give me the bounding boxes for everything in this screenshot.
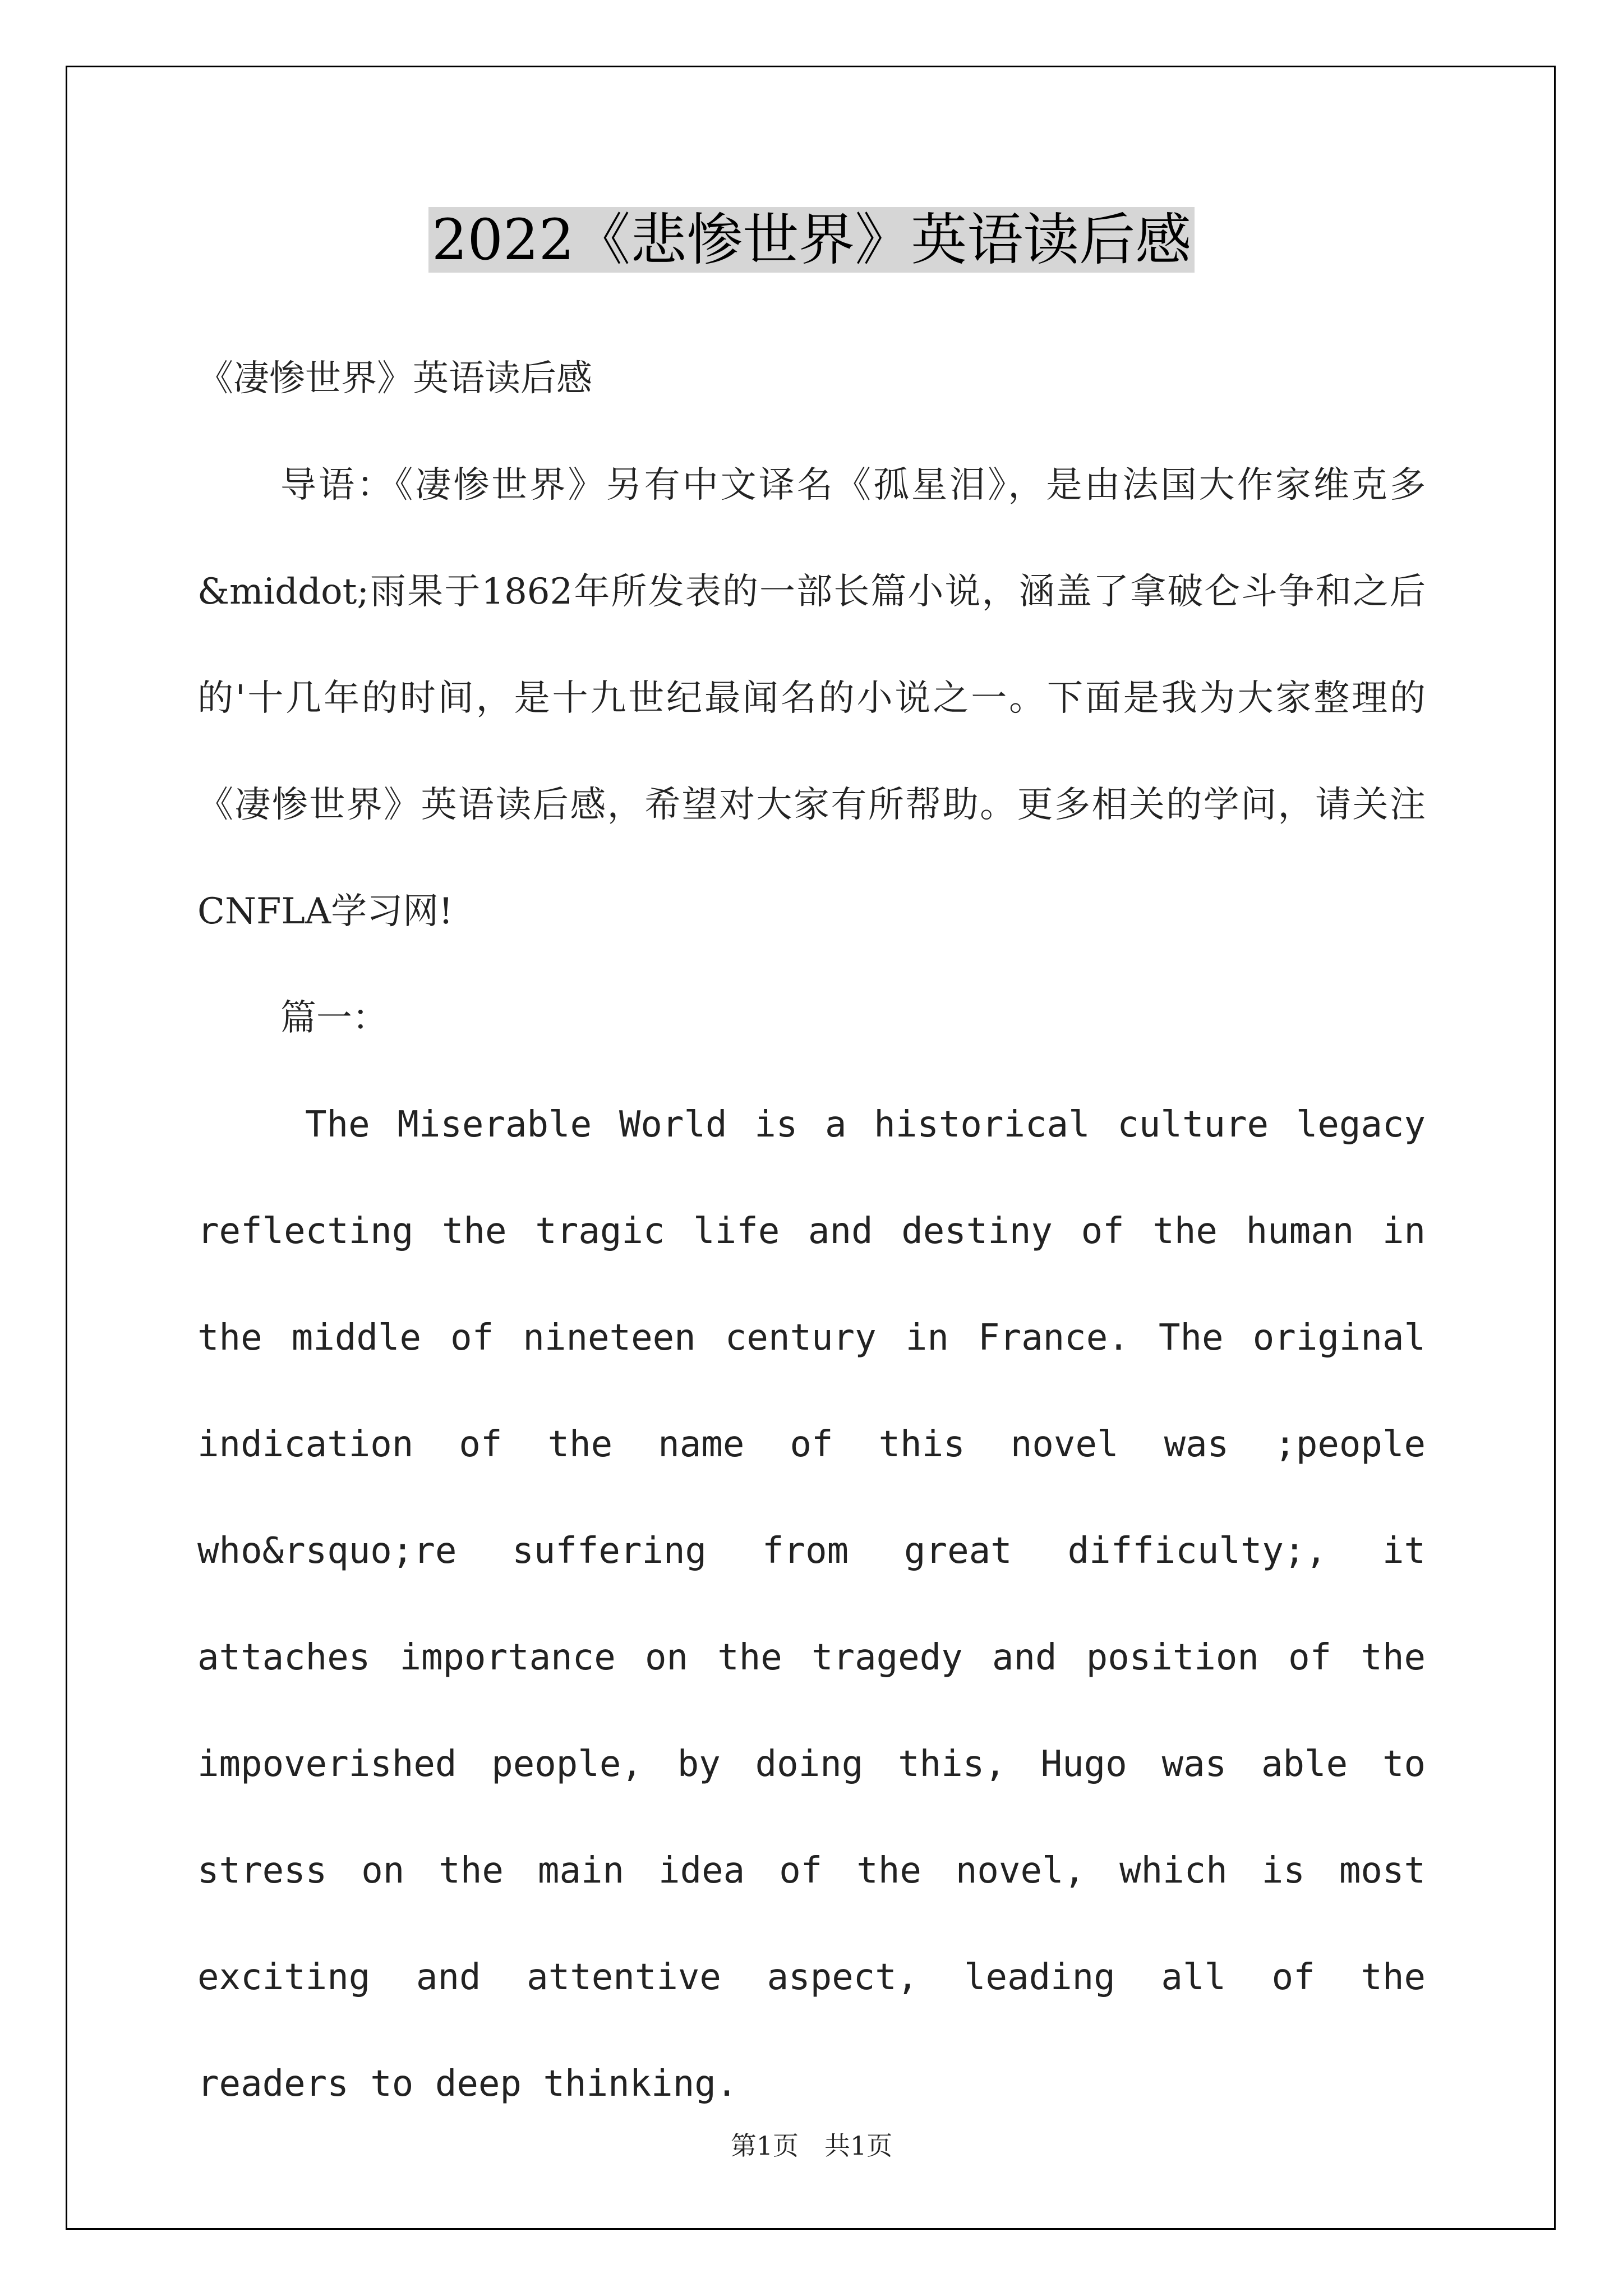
chapter-label: 篇一：	[280, 997, 388, 1039]
intro-paragraph: 导语：《凄惨世界》另有中文译名《孤星泪》，是由法国大作家维克多&middot;雨果于1862年所发表的一部长篇小说，涵盖了拿破仑斗争和之后的'十几年的时间，是十九世纪最闻名的小说之一。下面是我为大家整理的《凄惨世界》英语读后感，希望对大家有所帮助。更多相关的学问，请关注CNFLA学习网!	[197, 464, 1426, 932]
document-subtitle: 《凄惨世界》英语读后感	[197, 358, 592, 399]
english-paragraph: The Miserable World is a historical culture legacy reflecting the tragic life and destiny of the human in the middle of nineteen century in France. The original indication of the name of this novel was ;people who&rsquo;re suffering from great difficulty;, it attaches importance on the tragedy and position of the impoverished people, by doing this, Hugo was able to stress on the main idea of the novel, which is most exciting and attentive aspect, leading all of the readers to deep thinking.	[197, 1104, 1426, 2105]
document-title	[0, 201, 1623, 279]
document-title-text: 2022《悲惨世界》英语读后感	[428, 207, 1195, 273]
page-footer: 第1页 共1页	[730, 2131, 893, 2161]
